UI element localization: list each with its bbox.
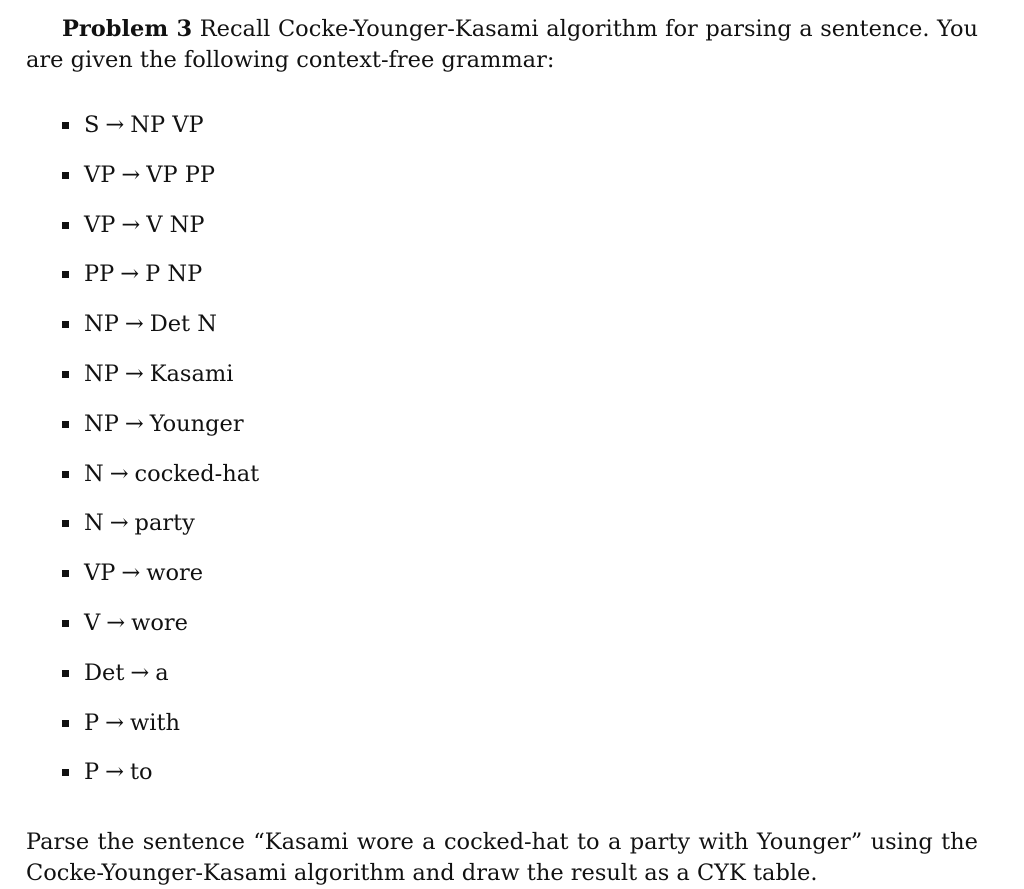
- right-arrow-icon: →: [121, 211, 141, 238]
- right-arrow-icon: →: [130, 659, 150, 686]
- rule-rhs: Kasami: [149, 360, 234, 387]
- rule-lhs: NP: [84, 311, 119, 338]
- right-arrow-icon: →: [124, 311, 144, 338]
- rule-lhs: VP: [84, 560, 116, 587]
- rule-rhs: wore: [146, 560, 204, 587]
- grammar-rule: [26, 708, 978, 758]
- rule-lhs: PP: [84, 261, 115, 288]
- square-bullet-icon: [62, 520, 69, 527]
- grammar-rule: [26, 210, 978, 260]
- rule-rhs: a: [155, 659, 169, 686]
- rule-rhs: to: [130, 759, 153, 786]
- square-bullet-icon: [62, 769, 69, 776]
- right-arrow-icon: →: [120, 261, 140, 288]
- right-arrow-icon: →: [106, 609, 126, 636]
- grammar-rule: [26, 309, 978, 359]
- grammar-rule: [26, 658, 978, 708]
- grammar-rule: [26, 459, 978, 509]
- grammar-rules-list: [26, 110, 978, 807]
- rule-lhs: P: [84, 759, 100, 786]
- rule-lhs: P: [84, 709, 100, 736]
- square-bullet-icon: [62, 471, 69, 478]
- rule-rhs: with: [130, 709, 180, 736]
- problem-label: Problem 3: [62, 16, 193, 42]
- square-bullet-icon: [62, 720, 69, 727]
- rule-rhs: cocked-hat: [134, 460, 260, 487]
- problem-intro-paragraph: [26, 0, 978, 76]
- square-bullet-icon: [62, 222, 69, 229]
- square-bullet-icon: [62, 122, 69, 129]
- rule-rhs: P NP: [145, 261, 203, 288]
- rule-lhs: Det: [84, 659, 125, 686]
- grammar-rule: [26, 409, 978, 459]
- right-arrow-icon: →: [124, 410, 144, 437]
- square-bullet-icon: [62, 421, 69, 428]
- rule-lhs: S: [84, 112, 100, 138]
- square-bullet-icon: [62, 620, 69, 627]
- square-bullet-icon: [62, 371, 69, 378]
- rule-lhs: VP: [84, 161, 116, 188]
- right-arrow-icon: →: [105, 709, 124, 736]
- grammar-rule: [26, 259, 978, 309]
- rule-lhs: NP: [84, 360, 119, 387]
- rule-lhs: N: [84, 510, 104, 537]
- rule-rhs: party: [134, 510, 195, 537]
- right-arrow-icon: →: [109, 460, 129, 487]
- right-arrow-icon: →: [105, 112, 125, 138]
- right-arrow-icon: →: [121, 161, 141, 188]
- grammar-rule: [26, 359, 978, 409]
- square-bullet-icon: [62, 670, 69, 677]
- grammar-rule: [26, 757, 978, 807]
- grammar-rule: [26, 160, 978, 210]
- rule-rhs: V NP: [146, 211, 205, 238]
- square-bullet-icon: [62, 321, 69, 328]
- task-instruction: Parse the sentence “Kasami wore a cocked-hat to a party with Younger” using the Cocke-Younger-Kasami algorithm and draw the result as a CYK table.: [26, 829, 978, 887]
- rule-lhs: N: [84, 460, 104, 487]
- rule-lhs: VP: [84, 211, 116, 238]
- rule-rhs: wore: [131, 609, 188, 636]
- grammar-rule: [26, 508, 978, 558]
- right-arrow-icon: →: [124, 360, 144, 387]
- square-bullet-icon: [62, 172, 69, 179]
- rule-rhs: Det N: [149, 311, 217, 338]
- rule-rhs: Younger: [149, 410, 244, 437]
- grammar-rule: [26, 608, 978, 658]
- problem-intro-text: Recall Cocke-Younger-Kasami algorithm for parsing a sentence. You are given the following context-free grammar:: [26, 16, 978, 73]
- rule-lhs: V: [84, 609, 101, 636]
- grammar-rule: [26, 110, 978, 160]
- right-arrow-icon: →: [105, 759, 124, 786]
- rule-rhs: NP VP: [130, 112, 204, 138]
- square-bullet-icon: [62, 570, 69, 577]
- right-arrow-icon: →: [109, 510, 129, 537]
- right-arrow-icon: →: [121, 560, 141, 587]
- rule-lhs: NP: [84, 410, 119, 437]
- grammar-rule: [26, 558, 978, 608]
- square-bullet-icon: [62, 271, 69, 278]
- rule-rhs: VP PP: [146, 161, 216, 188]
